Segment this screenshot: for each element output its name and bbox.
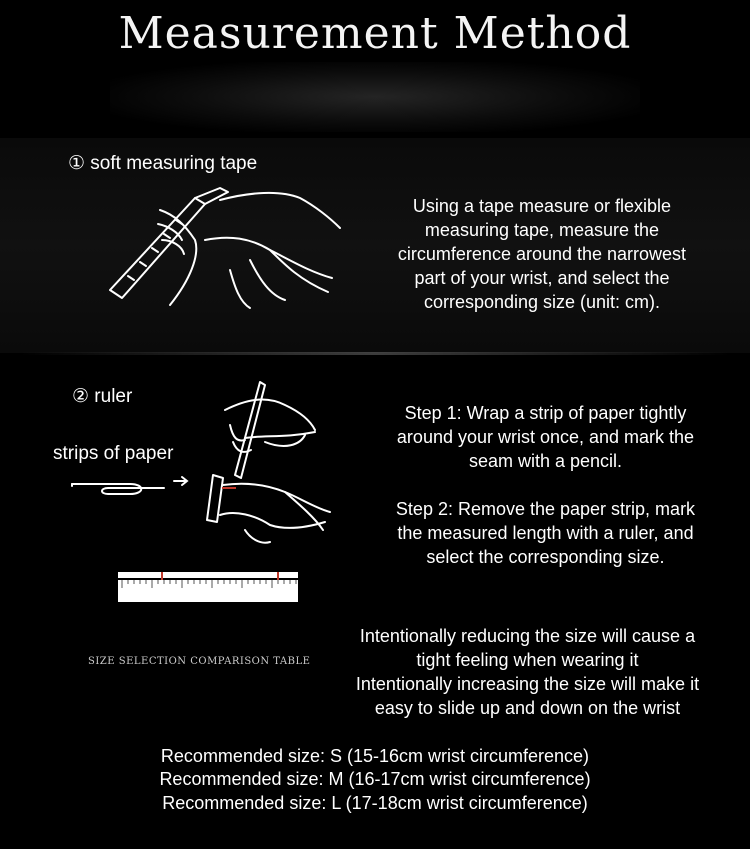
paper-strip-icon — [70, 478, 170, 500]
tape-description: Using a tape measure or flexible measuring tape, measure the circumference around the narrowest part of your wrist, and select the corresponding size (unit: cm). — [397, 196, 687, 312]
page-title: Measurement Method — [118, 8, 632, 59]
step2-text: Step 2: Remove the paper strip, mark the measured length with a ruler, and select the corresponding size. — [395, 499, 696, 567]
hand-with-pencil-icon — [205, 380, 345, 550]
recommendation-l: Recommended size: L (17-18cm wrist circumference) — [162, 793, 588, 813]
size-table-label: SIZE SELECTION COMPARISON TABLE — [88, 656, 311, 667]
recommendation-s: Recommended size: S (15-16cm wrist circumference) — [160, 746, 590, 766]
paper-strip-label: strips of paper — [53, 443, 174, 464]
hand-with-tape-icon — [100, 180, 350, 320]
arrow-right-icon — [172, 475, 190, 487]
title-shadow — [110, 62, 640, 132]
ruler-icon — [118, 572, 300, 602]
pencil-mark-icon — [222, 484, 236, 492]
size-notes: Intentionally reducing the size will cause a tight feeling when wearing it Intentionally increasing the size will make it easy to slide up and down on the wrist — [355, 626, 700, 718]
section-divider — [20, 352, 730, 355]
tape-label: ① soft measuring tape — [68, 153, 258, 174]
recommendation-m: Recommended size: M (16-17cm wrist circumference) — [159, 769, 591, 789]
ruler-label: ② ruler — [72, 386, 133, 407]
step1-text: Step 1: Wrap a strip of paper tightly around your wrist once, and mark the seam with a pencil. — [396, 403, 695, 471]
